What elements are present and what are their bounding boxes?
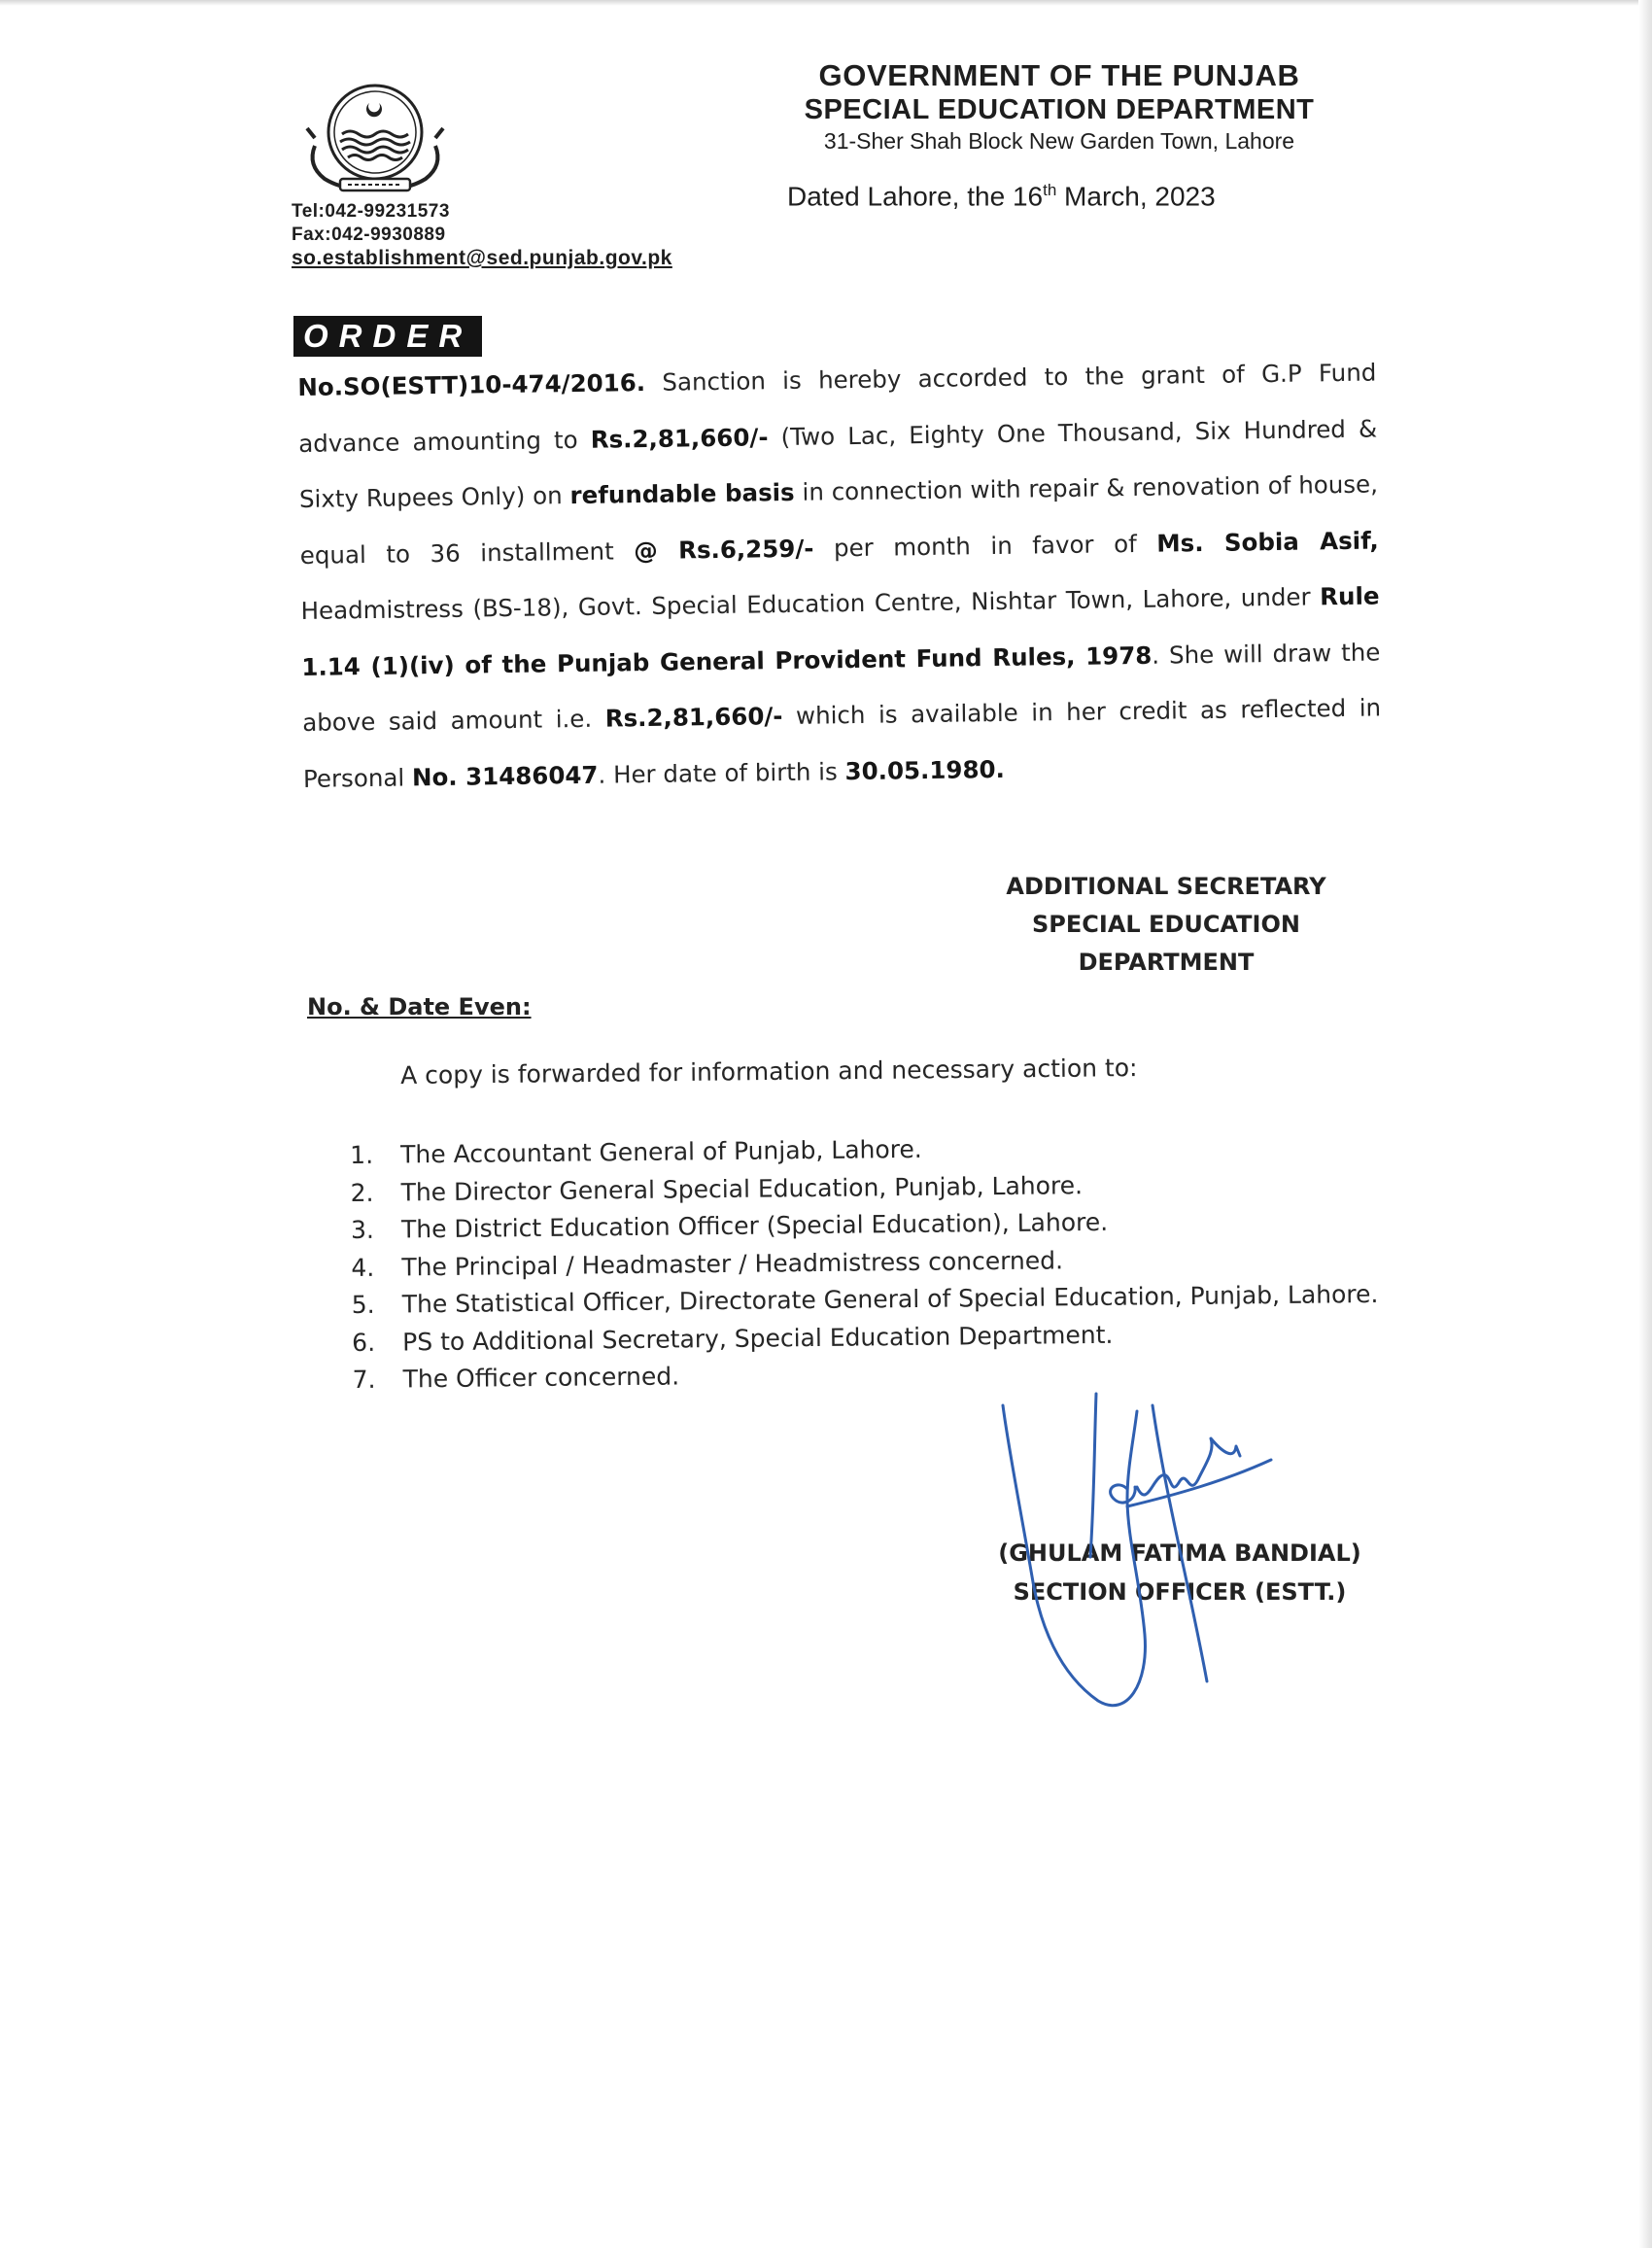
advance-amount: Rs.2,81,660/- xyxy=(590,422,769,454)
rule-reference: Rule 1.14 (1)(iv) of the Punjab General Provident Fund Rules, 1978 xyxy=(301,581,1380,681)
employee-name: Ms. Sobia Asif, xyxy=(1156,525,1379,558)
copy-intro: A copy is forwarded for information and necessary action to: xyxy=(400,1054,1138,1089)
list-item: 5. The Statistical Officer, Directorate General of Special Education, Punjab, Lahore. xyxy=(351,1279,1379,1319)
email-link[interactable]: so.establishment@sed.punjab.gov.pk xyxy=(292,247,672,269)
government-name: GOVERNMENT OF THE PUNJAB xyxy=(818,58,1300,92)
authority-block: ADDITIONAL SECRETARY SPECIAL EDUCATION DEPARTMENT xyxy=(1006,873,1326,976)
signatory-designation: SECTION OFFICER (ESTT.) xyxy=(1013,1578,1347,1606)
order-body: No.SO(ESTT)10-474/2016. Sanction is hereby accorded to the grant of G.P Fund advance amounting to Rs.2,81,660/- (Two Lac, Eighty One Thousand, Six Hundred & Sixty Rupees Only) on refundable basis in connection with repair & renovation of house, equal to 36 installment @ Rs.6,259/- per month in favor of Ms. Sobia Asif, Headmistress (BS-18), Govt. Special Education Centre, Nishtar Town, Lahore, under Rule 1.14 (1)(iv) of the Punjab General Provident Fund Rules, 1978. She will draw the above said amount i.e. Rs.2,81,660/- which is available in her credit as reflected in Personal No. 31486047. Her date of birth is 30.05.1980. xyxy=(297,358,1382,793)
fax: Fax:042-9930889 xyxy=(292,225,446,245)
signatory-name: (GHULAM FATIMA BANDIAL) xyxy=(998,1539,1361,1567)
personal-number: No. 31486047 xyxy=(411,760,599,791)
list-item: 2. The Director General Special Education, Punjab, Lahore. xyxy=(350,1170,1084,1207)
department-name: SPECIAL EDUCATION DEPARTMENT xyxy=(804,94,1315,125)
date-line: Dated Lahore, the 16th March, 2023 xyxy=(787,181,1216,212)
letterhead-title xyxy=(787,58,1331,156)
advance-amount-repeat: Rs.2,81,660/- xyxy=(604,702,783,733)
copy-heading: No. & Date Even: xyxy=(307,993,532,1020)
scan-edge xyxy=(0,0,1652,6)
contact-block xyxy=(292,200,672,270)
punjab-government-emblem-icon xyxy=(295,78,455,202)
list-item: 1. The Accountant General of Punjab, Lahore. xyxy=(350,1134,922,1169)
basis: refundable basis xyxy=(569,477,795,510)
list-item: 3. The District Education Officer (Special Education), Lahore. xyxy=(350,1207,1109,1244)
department-address: 31-Sher Shah Block New Garden Town, Lahore xyxy=(823,128,1295,154)
reference-number: No.SO(ESTT)10-474/2016. xyxy=(297,368,646,401)
order-heading: ORDER xyxy=(293,316,482,357)
date-of-birth: 30.05.1980. xyxy=(844,754,1006,785)
recipient-list xyxy=(350,1126,1391,1400)
handwritten-signature xyxy=(981,1392,1302,1722)
installment: @ Rs.6,259/- xyxy=(634,534,814,565)
list-item: 4. The Principal / Headmaster / Headmistress concerned. xyxy=(351,1245,1064,1282)
list-item: 6. PS to Additional Secretary, Special Education Department. xyxy=(352,1320,1114,1357)
telephone: Tel:042-99231573 xyxy=(292,201,450,222)
scan-edge xyxy=(1638,0,1652,2248)
list-item: 7. The Officer concerned. xyxy=(352,1362,680,1394)
